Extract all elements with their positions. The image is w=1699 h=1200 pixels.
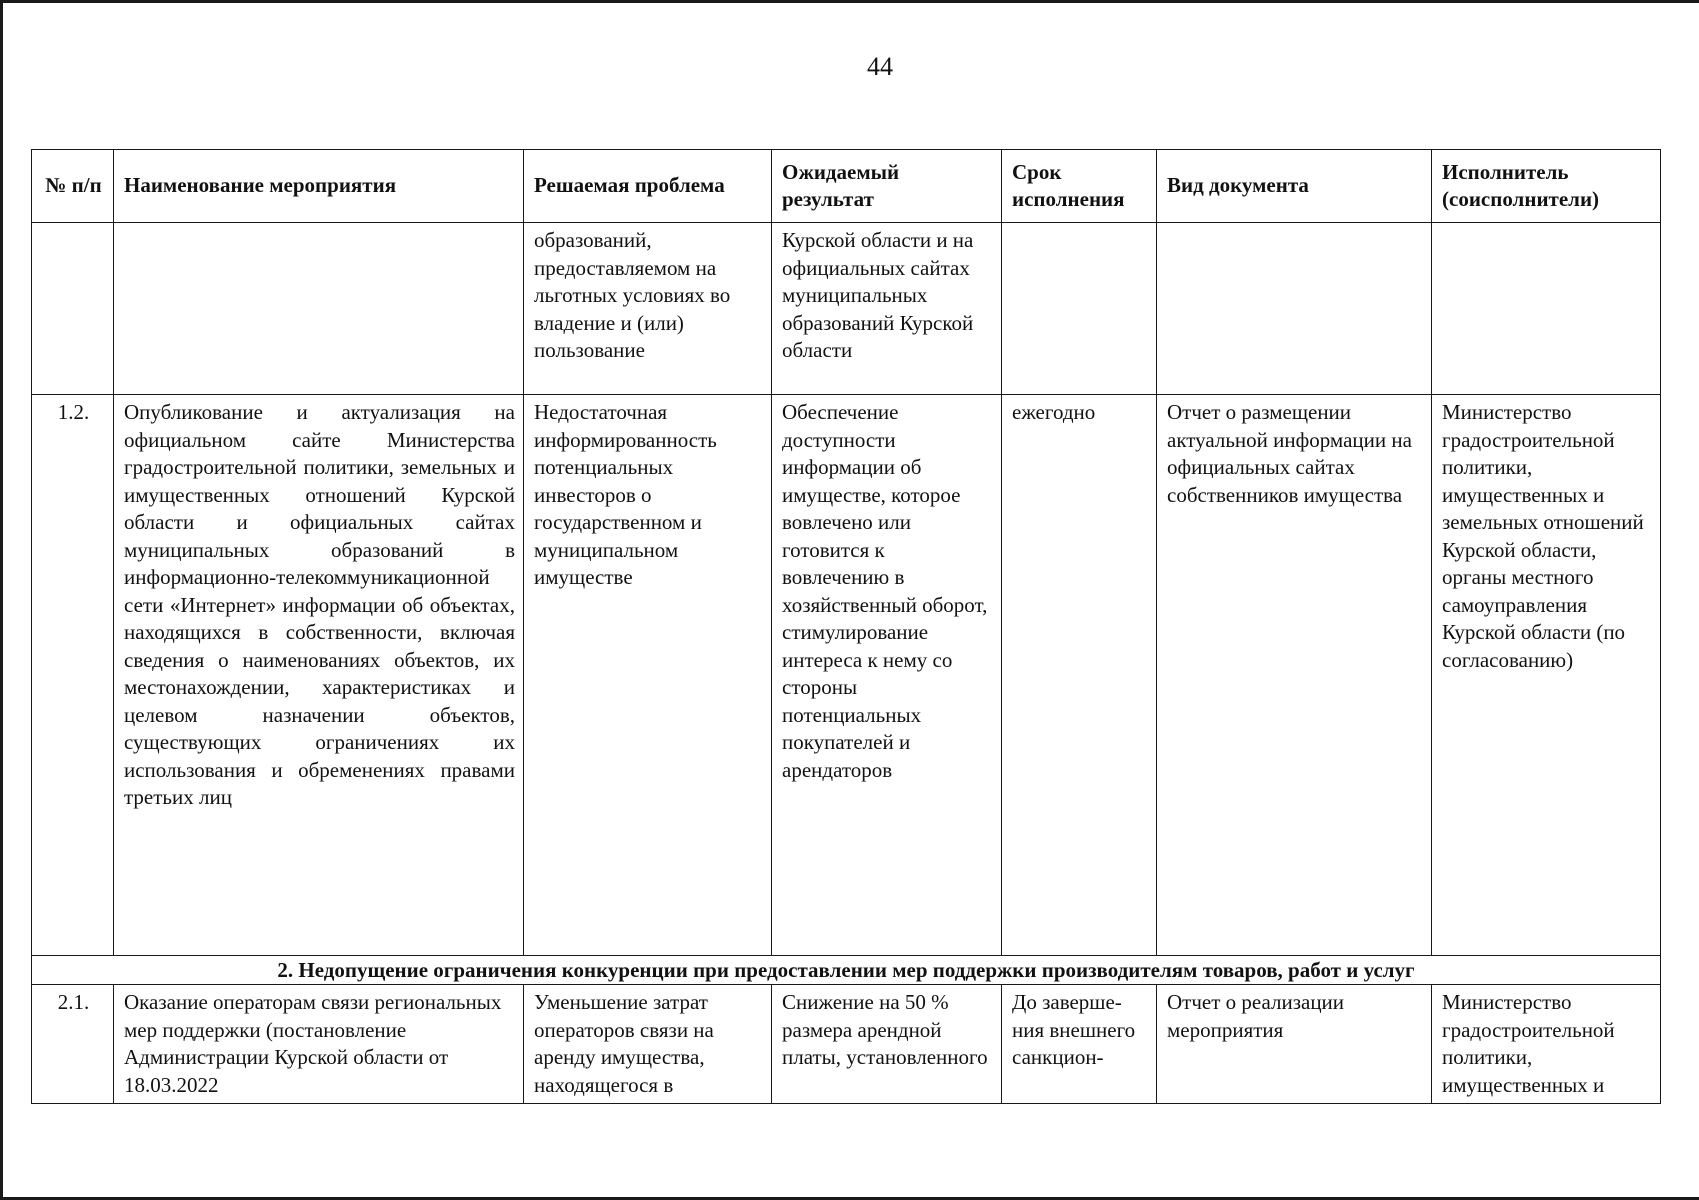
cell-num	[32, 223, 114, 395]
cell-deadline: ежегодно	[1002, 395, 1157, 956]
table-row	[32, 395, 1661, 956]
cell-name: Оказание операторам связи региональных мер поддержки (постановление Администрации Курской области от 18.03.2022	[114, 985, 524, 1104]
cell-deadline: До заверше-ния внешнего санкцион-	[1002, 985, 1157, 1104]
cell-executor: Министерство градостроительной политики, имущественных и земельных отношений Курской области, органы местного самоуправления Курской области (по согласованию)	[1432, 395, 1661, 956]
measures-table	[31, 149, 1661, 1104]
cell-num: 2.1.	[32, 985, 114, 1104]
header-result: Ожидаемый результат	[772, 150, 1002, 223]
cell-doc-type: Отчет о реализации мероприятия	[1157, 985, 1432, 1104]
cell-result: Курской области и на официальных сайтах муниципальных образований Курской области	[772, 223, 1002, 395]
header-num: № п/п	[32, 150, 114, 223]
header-executor: Исполнитель (соисполнители)	[1432, 150, 1661, 223]
cell-executor: Министерство градостроительной политики, имущественных и	[1432, 985, 1661, 1104]
cell-executor	[1432, 223, 1661, 395]
header-name: Наименование мероприятия	[114, 150, 524, 223]
cell-deadline	[1002, 223, 1157, 395]
cell-result: Обеспечение доступности информации об имуществе, которое вовлечено или готовится к вовлечению в хозяйственный оборот, стимулирование интереса к нему со стороны потенциальных покупателей и арендаторов	[772, 395, 1002, 956]
cell-doc-type	[1157, 223, 1432, 395]
table-row	[32, 223, 1661, 395]
table-row	[32, 985, 1661, 1104]
section-2-title: 2. Недопущение ограничения конкуренции при предоставлении мер поддержки производителям товаров, работ и услуг	[32, 956, 1661, 985]
page-number: 44	[867, 52, 893, 81]
cell-name: Опубликование и актуализация на официальном сайте Министерства градостроительной политики, земельных и имущественных отношений Курской области и официальных сайтах муниципальных образований в информационно-телекоммуникационной сети «Интернет» информации об объектах, находящихся в собственности, включая сведения о наименованиях объектов, их местонахождении, характеристиках и целевом назначении объектов, существующих ограничениях их использования и обременениях правами третьих лиц	[114, 395, 524, 956]
scan-border-left	[0, 0, 3, 1200]
header-problem: Решаемая проблема	[524, 150, 772, 223]
scan-border-top	[0, 0, 1699, 3]
cell-name	[114, 223, 524, 395]
cell-doc-type: Отчет о размещении актуальной информации на официальных сайтах собственников имущества	[1157, 395, 1432, 956]
section-heading-row	[32, 956, 1661, 985]
header-deadline: Срок исполнения	[1002, 150, 1157, 223]
cell-result: Снижение на 50 % размера арендной платы, установленного	[772, 985, 1002, 1104]
header-doc-type: Вид документа	[1157, 150, 1432, 223]
table-header-row	[32, 150, 1661, 223]
cell-problem: Уменьшение затрат операторов связи на аренду имущества, находящегося в	[524, 985, 772, 1104]
cell-num: 1.2.	[32, 395, 114, 956]
cell-problem: образований, предоставляемом на льготных условиях во владение и (или) пользование	[524, 223, 772, 395]
cell-problem: Недостаточная информированность потенциальных инвесторов о государственном и муниципальном имуществе	[524, 395, 772, 956]
